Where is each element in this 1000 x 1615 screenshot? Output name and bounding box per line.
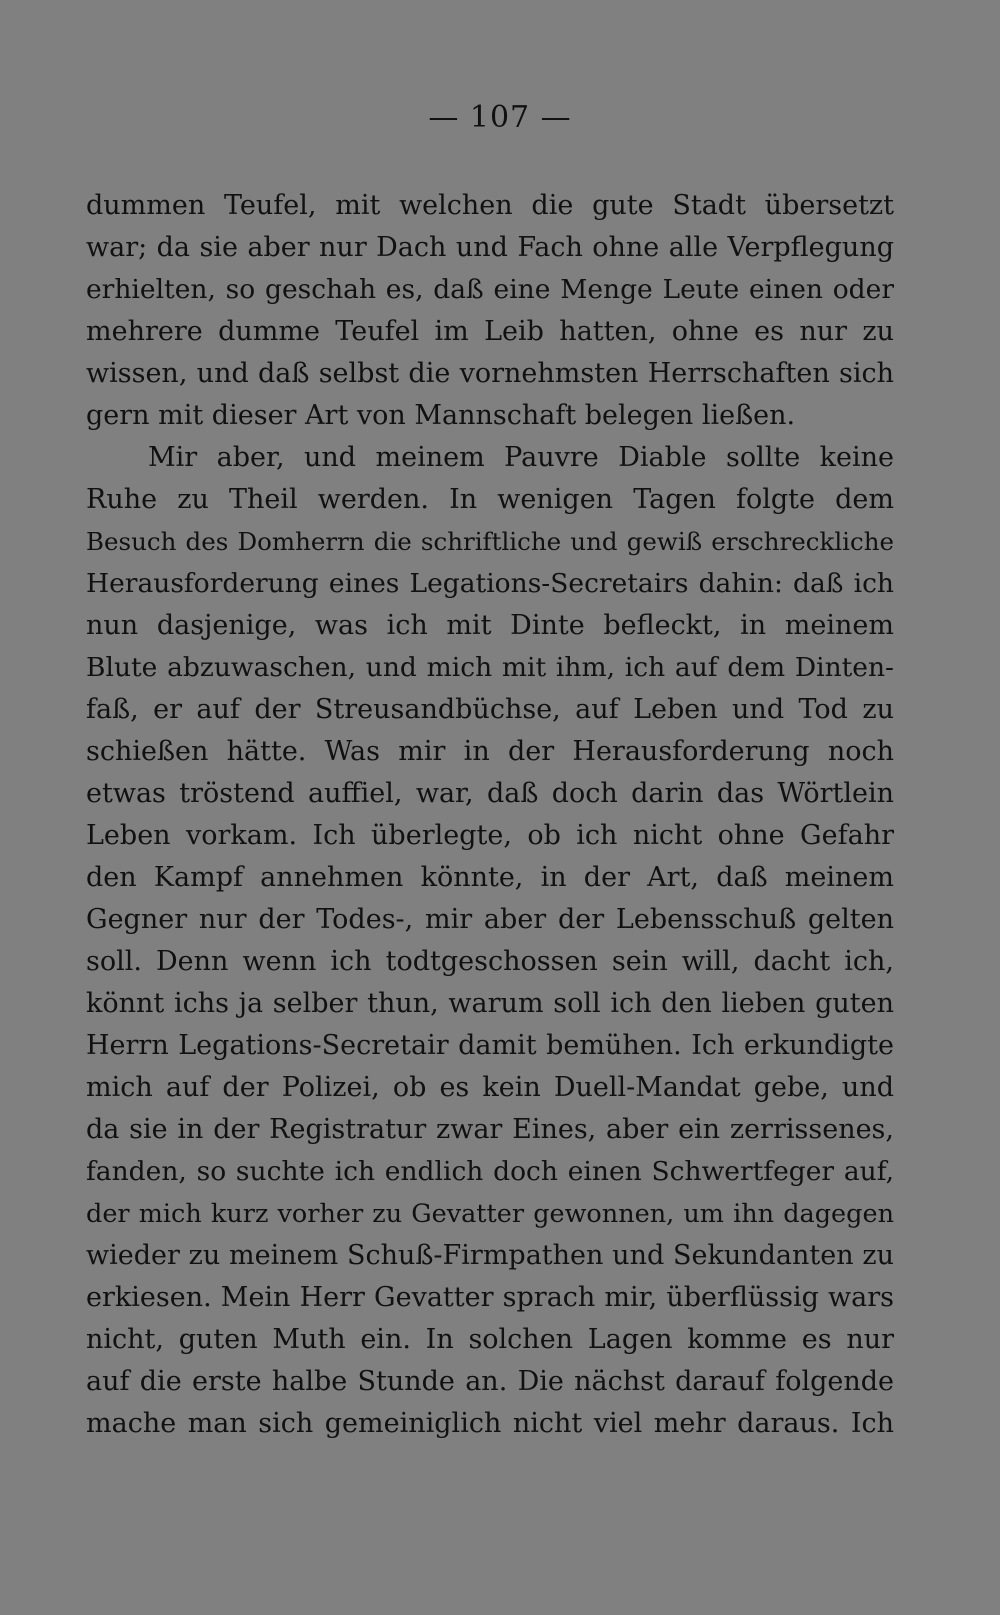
body-text [86, 185, 894, 1445]
text-line: erhielten, so geschah es, daß eine Menge Leute einen oder [86, 274, 894, 305]
text-line: Blute abzuwaschen, und mich mit ihm, ich auf dem Dinten- [86, 652, 894, 683]
text-line: da sie in der Registratur zwar Eines, aber ein zerrissenes, [86, 1114, 894, 1145]
text-line: schießen hätte. Was mir in der Herausforderung noch [86, 736, 894, 767]
text-line: Herrn Legations-Secretair damit bemühen. Ich erkundigte [86, 1030, 894, 1061]
text-line: Ruhe zu Theil werden. In wenigen Tagen folgte dem [86, 484, 894, 515]
page-number: — 107 — [428, 100, 572, 135]
text-line: mich auf der Polizei, ob es kein Duell-Mandat gebe, und [86, 1072, 894, 1103]
text-line: auf die erste halbe Stunde an. Die nächst darauf folgende [86, 1366, 894, 1397]
text-line: nun dasjenige, was ich mit Dinte befleckt, in meinem [86, 610, 894, 641]
text-line: Herausforderung eines Legations-Secretairs dahin: daß ich [86, 568, 894, 599]
text-line: fanden, so suchte ich endlich doch einen Schwertfeger auf, [86, 1156, 894, 1187]
text-line: den Kampf annehmen könnte, in der Art, daß meinem [86, 862, 894, 893]
text-line: nicht, guten Muth ein. In solchen Lagen komme es nur [86, 1324, 894, 1355]
text-line: wissen, und daß selbst die vornehmsten Herrschaften sich [86, 358, 894, 389]
text-line: Gegner nur der Todes-, mir aber der Lebensschuß gelten [86, 904, 894, 935]
text-line: faß, er auf der Streusandbüchse, auf Leben und Tod zu [86, 694, 894, 725]
text-line: soll. Denn wenn ich todtgeschossen sein will, dacht ich, [86, 946, 894, 977]
text-line: mache man sich gemeiniglich nicht viel mehr daraus. Ich [86, 1408, 894, 1439]
text-line: der mich kurz vorher zu Gevatter gewonnen, um ihn dagegen [86, 1199, 894, 1229]
text-line: wieder zu meinem Schuß-Firmpathen und Sekundanten zu [86, 1240, 894, 1271]
text-line: könnt ichs ja selber thun, warum soll ich den lieben guten [86, 988, 894, 1019]
text-line: Mir aber, und meinem Pauvre Diable sollte keine [148, 442, 894, 473]
text-line: Leben vorkam. Ich überlegte, ob ich nicht ohne Gefahr [86, 820, 894, 851]
text-line: dummen Teufel, mit welchen die gute Stadt übersetzt [86, 190, 894, 221]
text-line: erkiesen. Mein Herr Gevatter sprach mir, überflüssig wars [86, 1282, 894, 1313]
text-line: gern mit dieser Art von Mannschaft belegen ließen. [86, 400, 796, 431]
text-line: Besuch des Domherrn die schriftliche und gewiß erschreckliche [86, 527, 894, 556]
text-line: war; da sie aber nur Dach und Fach ohne alle Verpflegung [86, 232, 894, 263]
text-line: mehrere dumme Teufel im Leib hatten, ohne es nur zu [86, 316, 894, 347]
text-line: etwas tröstend auffiel, war, daß doch darin das Wörtlein [86, 778, 894, 809]
